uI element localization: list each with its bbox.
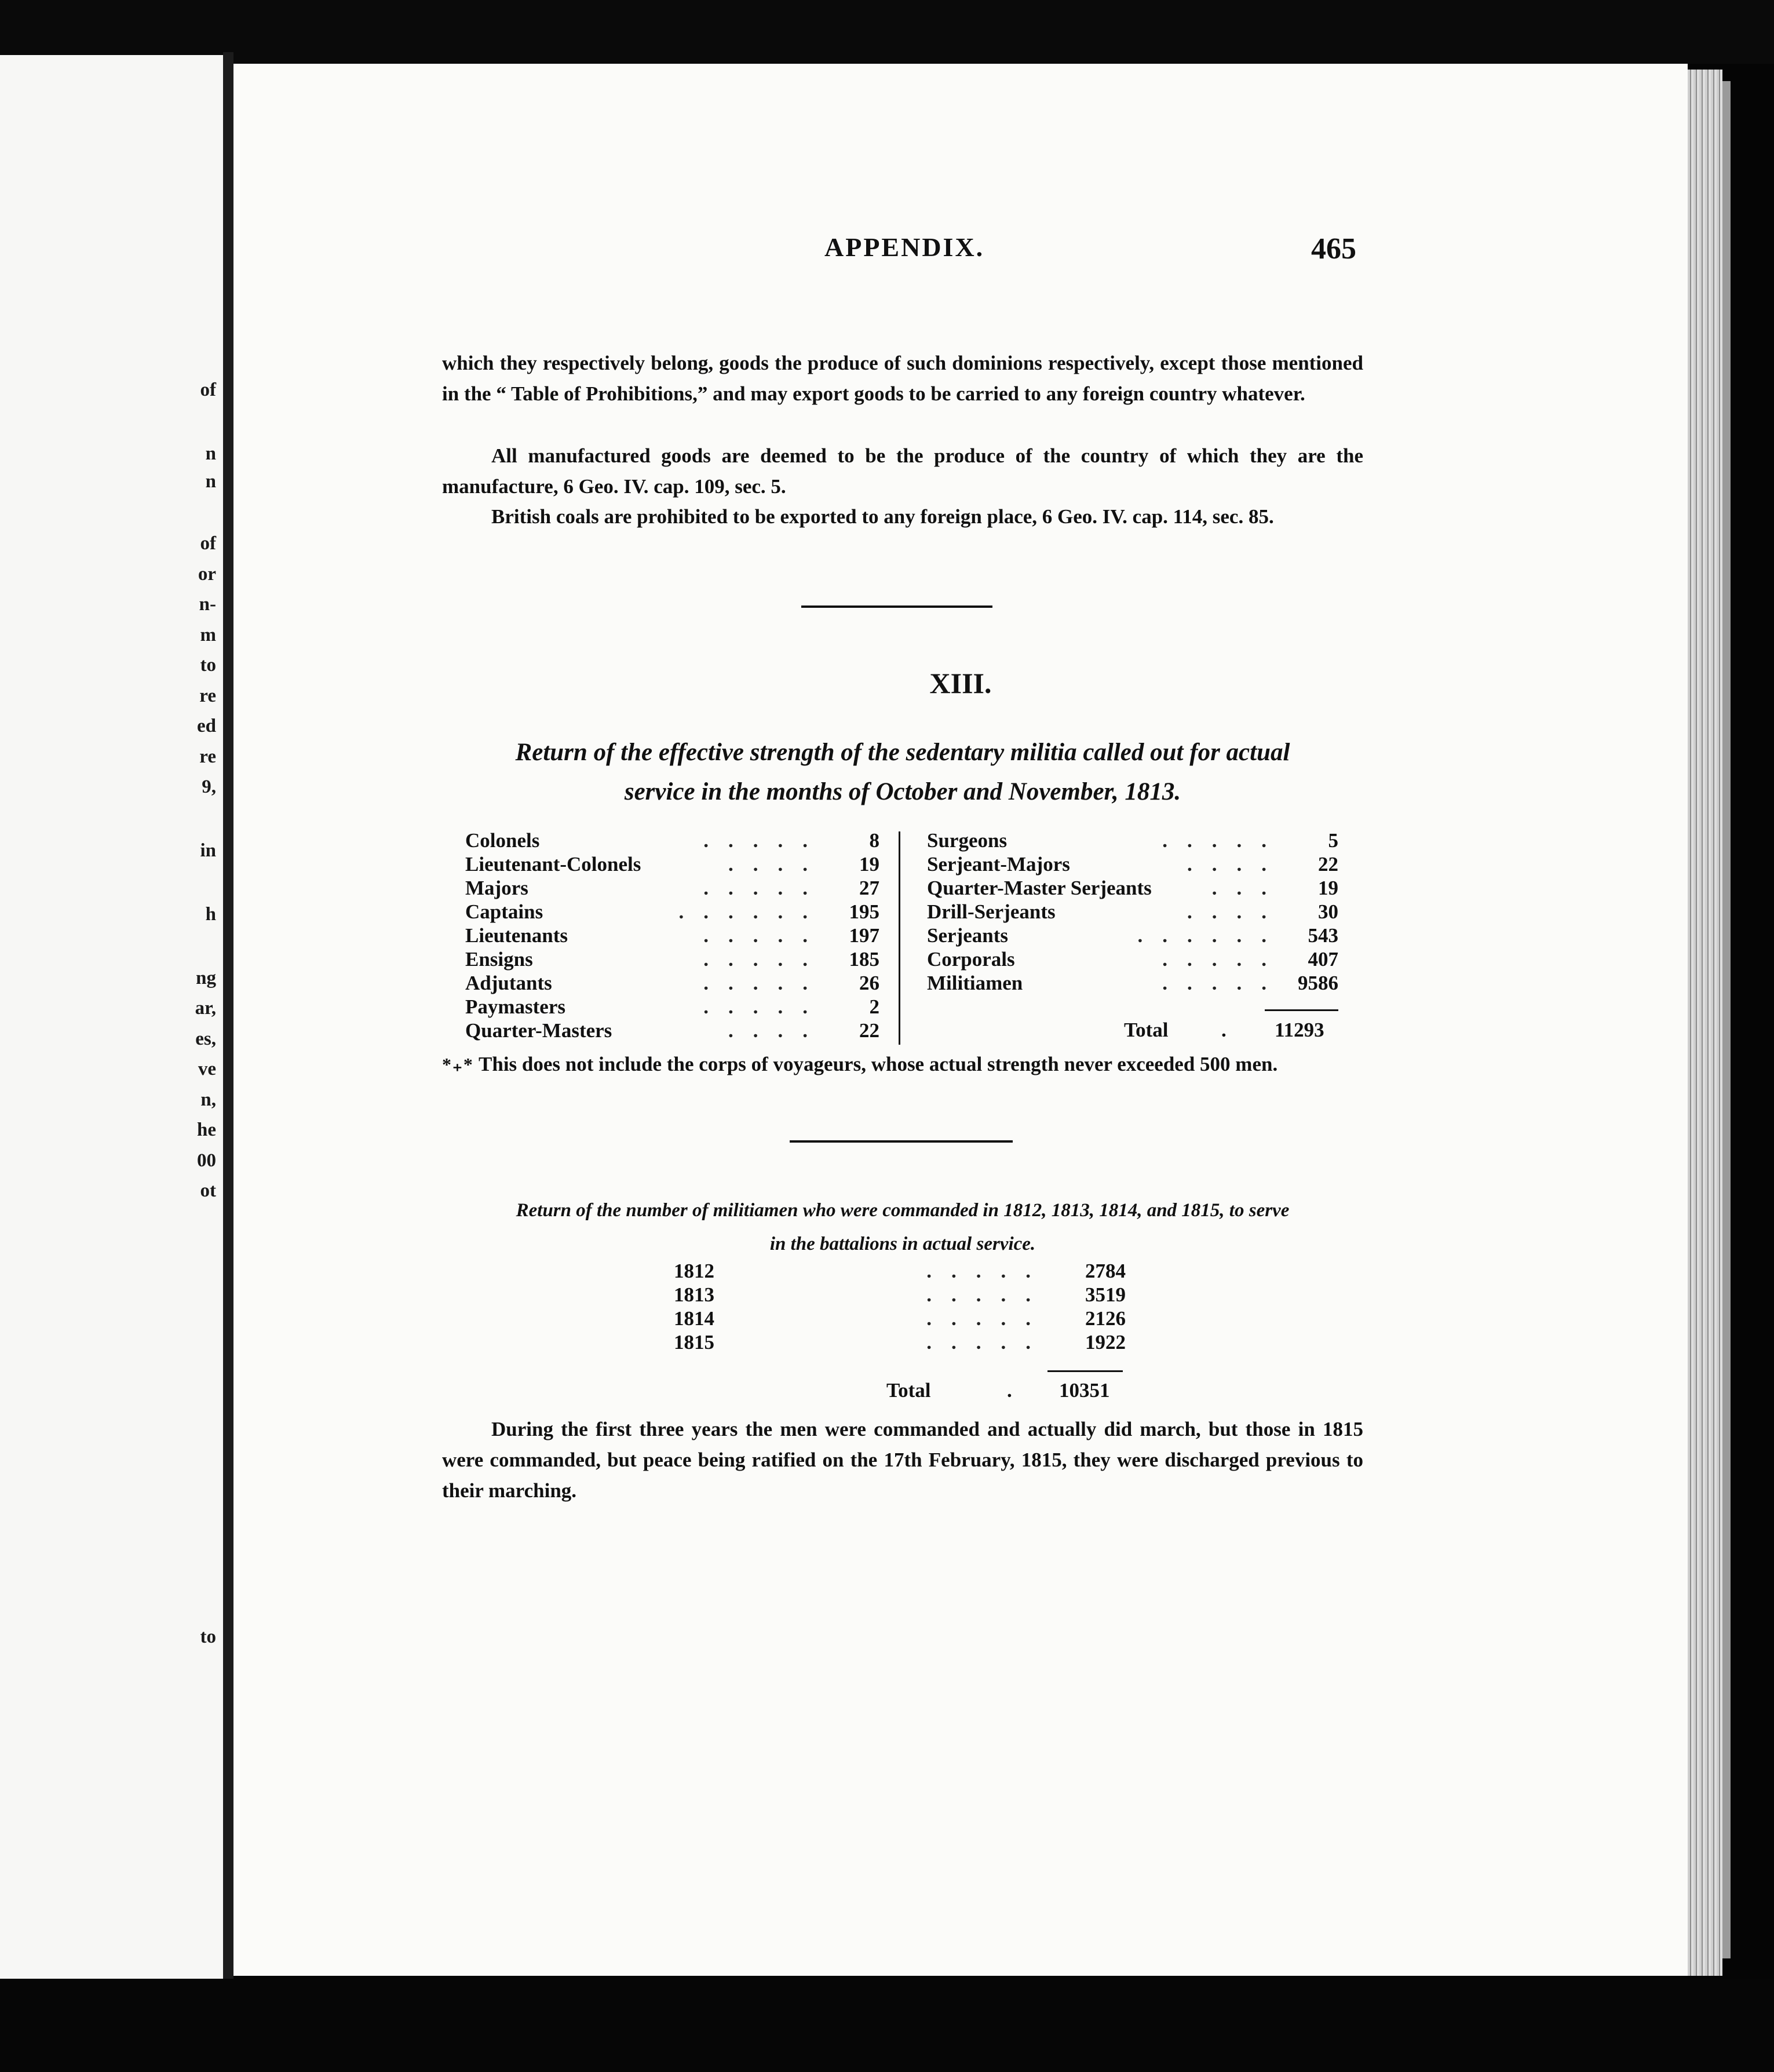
row-label: Quarter-Master Serjeants (927, 877, 1152, 899)
left-page-fragment: re (199, 746, 216, 767)
left-page-fragment: ve (198, 1059, 216, 1079)
year-value: 2784 (1085, 1260, 1126, 1282)
row-label: Majors (465, 877, 528, 899)
page-number: 465 (1311, 232, 1356, 265)
left-page-fragment: 9, (202, 776, 216, 797)
table2-title-line-1: Return of the number of militiamen who were commanded in 1812, 1813, 1814, and 1815, to serve (516, 1200, 1290, 1221)
row-value: 22 (1318, 853, 1338, 876)
left-page-fragment: in (200, 840, 216, 861)
row-value: 407 (1308, 948, 1338, 971)
left-page-fragment: n, (200, 1089, 216, 1110)
table-row: 1814 ..... 2126 (674, 1307, 1126, 1330)
left-page-fragment: ar, (195, 998, 216, 1019)
row-value: 27 (859, 877, 879, 899)
page-edge-shadow (1722, 81, 1731, 1958)
table1-left-column (465, 829, 879, 1042)
row-value: 22 (859, 1019, 879, 1042)
table1-title-line-1: Return of the effective strength of the sedentary militia called out for actual (515, 739, 1290, 766)
row-label: Quarter-Masters (465, 1019, 612, 1042)
left-page-fragment: n- (199, 594, 216, 615)
intro-paragraph-1: which they respectively belong, goods the produce of such dominions respectively, except those mentioned in the “ Table of Prohibitions,” and may export goods to be carried to any foreign country whatever. (442, 352, 1363, 405)
year-label: 1812 (674, 1260, 714, 1282)
scan-border-top (0, 0, 1774, 64)
table1-total-label: Total (1124, 1019, 1169, 1041)
note-asterism: *₊* (442, 1054, 474, 1075)
left-page-fragment: m (200, 625, 216, 645)
row-label: Colonels (465, 829, 540, 852)
left-page-fragment: es, (195, 1028, 216, 1049)
left-page-fragment: or (198, 564, 216, 585)
year-label: 1815 (674, 1331, 714, 1354)
table1-total-value: 11293 (1275, 1019, 1324, 1041)
left-page-fragment: h (205, 904, 216, 925)
year-label: 1813 (674, 1283, 714, 1306)
table-row: Adjutants ..... 26 (465, 972, 879, 994)
left-page-fragment: 00 (197, 1150, 216, 1171)
intro-paragraph-3: British coals are prohibited to be exported to any foreign place, 6 Geo. IV. cap. 114, sec. 85. (491, 505, 1274, 528)
section-divider-2 (790, 1140, 1013, 1143)
table-row: Paymasters ..... 2 (465, 995, 879, 1018)
table-row: Corporals ..... 407 (927, 948, 1338, 971)
table-row: 1813 ..... 3519 (674, 1283, 1126, 1306)
table-row: Ensigns ..... 185 (465, 948, 879, 971)
row-label: Corporals (927, 948, 1015, 971)
row-label: Ensigns (465, 948, 533, 971)
book-gutter (223, 52, 233, 1982)
left-page-fragment: of (200, 533, 216, 554)
note-text: This does not include the corps of voyageurs, whose actual strength never exceeded 500 men. (479, 1053, 1278, 1075)
closing-paragraph: During the first three years the men were commanded and actually did march, but those in 1815 were commanded, but peace being ratified on the 17th February, 1815, they were discharged previous to their marching. (442, 1418, 1363, 1502)
table1-column-divider (899, 831, 900, 1045)
table-row: Drill-Serjeants .... 30 (927, 900, 1338, 923)
left-page-fragment: ot (200, 1180, 216, 1201)
row-value: 197 (849, 924, 879, 947)
row-value: 8 (869, 829, 879, 852)
left-page-fragment: ng (196, 968, 216, 988)
table1-total-rule (1265, 1009, 1338, 1011)
table2-title-line-2: in the battalions in actual service. (769, 1234, 1036, 1254)
section-divider (801, 605, 992, 608)
year-value: 1922 (1085, 1331, 1126, 1354)
row-label: Militiamen (927, 972, 1023, 994)
scan-border-bottom (0, 1979, 1774, 2072)
row-label: Drill-Serjeants (927, 900, 1056, 923)
table1-total-dot: . (1221, 1019, 1227, 1041)
row-value: 2 (869, 995, 879, 1018)
table1-note (442, 1049, 1363, 1080)
row-label: Paymasters (465, 995, 566, 1018)
table2-title (442, 1194, 1363, 1261)
table-row: Surgeons ..... 5 (927, 829, 1338, 852)
table-row: Colonels ..... 8 (465, 829, 879, 852)
left-page-fragment: of (200, 380, 216, 400)
table1-right-column (927, 829, 1338, 995)
row-value: 9586 (1298, 972, 1338, 994)
year-label: 1814 (674, 1307, 714, 1330)
right-page (233, 64, 1688, 1976)
section-number: XIII. (929, 667, 992, 699)
running-head (233, 232, 1688, 267)
year-value: 2126 (1085, 1307, 1126, 1330)
left-page-fragment: n (205, 443, 216, 464)
row-label: Surgeons (927, 829, 1008, 852)
row-value: 185 (849, 948, 879, 971)
table2-total-value: 10351 (1059, 1379, 1110, 1402)
row-label: Lieutenant-Colonels (465, 853, 641, 876)
table-row: Serjeant-Majors .... 22 (927, 853, 1338, 876)
table-row: Lieutenant-Colonels .... 19 (465, 853, 879, 876)
table2-total-rule (1047, 1370, 1123, 1372)
left-page-fragment: to (200, 655, 216, 676)
row-label: Adjutants (465, 972, 552, 994)
table-row: Quarter-Master Serjeants ... 19 (927, 877, 1338, 899)
table-row: Lieutenants ..... 197 (465, 924, 879, 947)
row-value: 26 (859, 972, 879, 994)
table-row: Militiamen ..... 9586 (927, 972, 1338, 994)
table1-title-line-2: service in the months of October and November, 1813. (624, 778, 1181, 805)
page-content (233, 64, 1688, 1976)
table2 (674, 1259, 1126, 1354)
left-page-fragment: he (197, 1119, 216, 1140)
table-row: Captains ...... 195 (465, 900, 879, 923)
table2-total-label: Total (886, 1379, 931, 1402)
left-page-fragment: to (200, 1626, 216, 1647)
row-value: 543 (1308, 924, 1338, 947)
year-value: 3519 (1085, 1283, 1126, 1306)
table-row: Majors ..... 27 (465, 877, 879, 899)
table-row: 1815 ..... 1922 (674, 1331, 1126, 1354)
row-value: 195 (849, 900, 879, 923)
table-row: 1812 ..... 2784 (674, 1260, 1126, 1282)
row-label: Serjeants (927, 924, 1008, 947)
page-edge (1688, 70, 1722, 1976)
left-page-fragment: ed (197, 716, 216, 736)
row-label: Captains (465, 900, 543, 923)
left-page-fragment: re (199, 685, 216, 706)
left-page-fragment: n (205, 471, 216, 492)
row-label: Serjeant-Majors (927, 853, 1070, 876)
intro-paragraph-2: All manufactured goods are deemed to be the produce of the country of which they are the manufacture, 6 Geo. IV. cap. 109, sec. 5. (442, 444, 1363, 498)
row-value: 30 (1318, 900, 1338, 923)
table2-total-dot: . (1007, 1379, 1012, 1402)
left-page (0, 55, 223, 1979)
row-value: 19 (1318, 877, 1338, 899)
table-row: Quarter-Masters .... 22 (465, 1019, 879, 1042)
row-value: 19 (859, 853, 879, 876)
table1-title (442, 733, 1363, 812)
table-row: Serjeants ...... 543 (927, 924, 1338, 947)
row-value: 5 (1328, 829, 1338, 852)
row-label: Lieutenants (465, 924, 568, 947)
page-title: APPENDIX. (824, 232, 985, 262)
